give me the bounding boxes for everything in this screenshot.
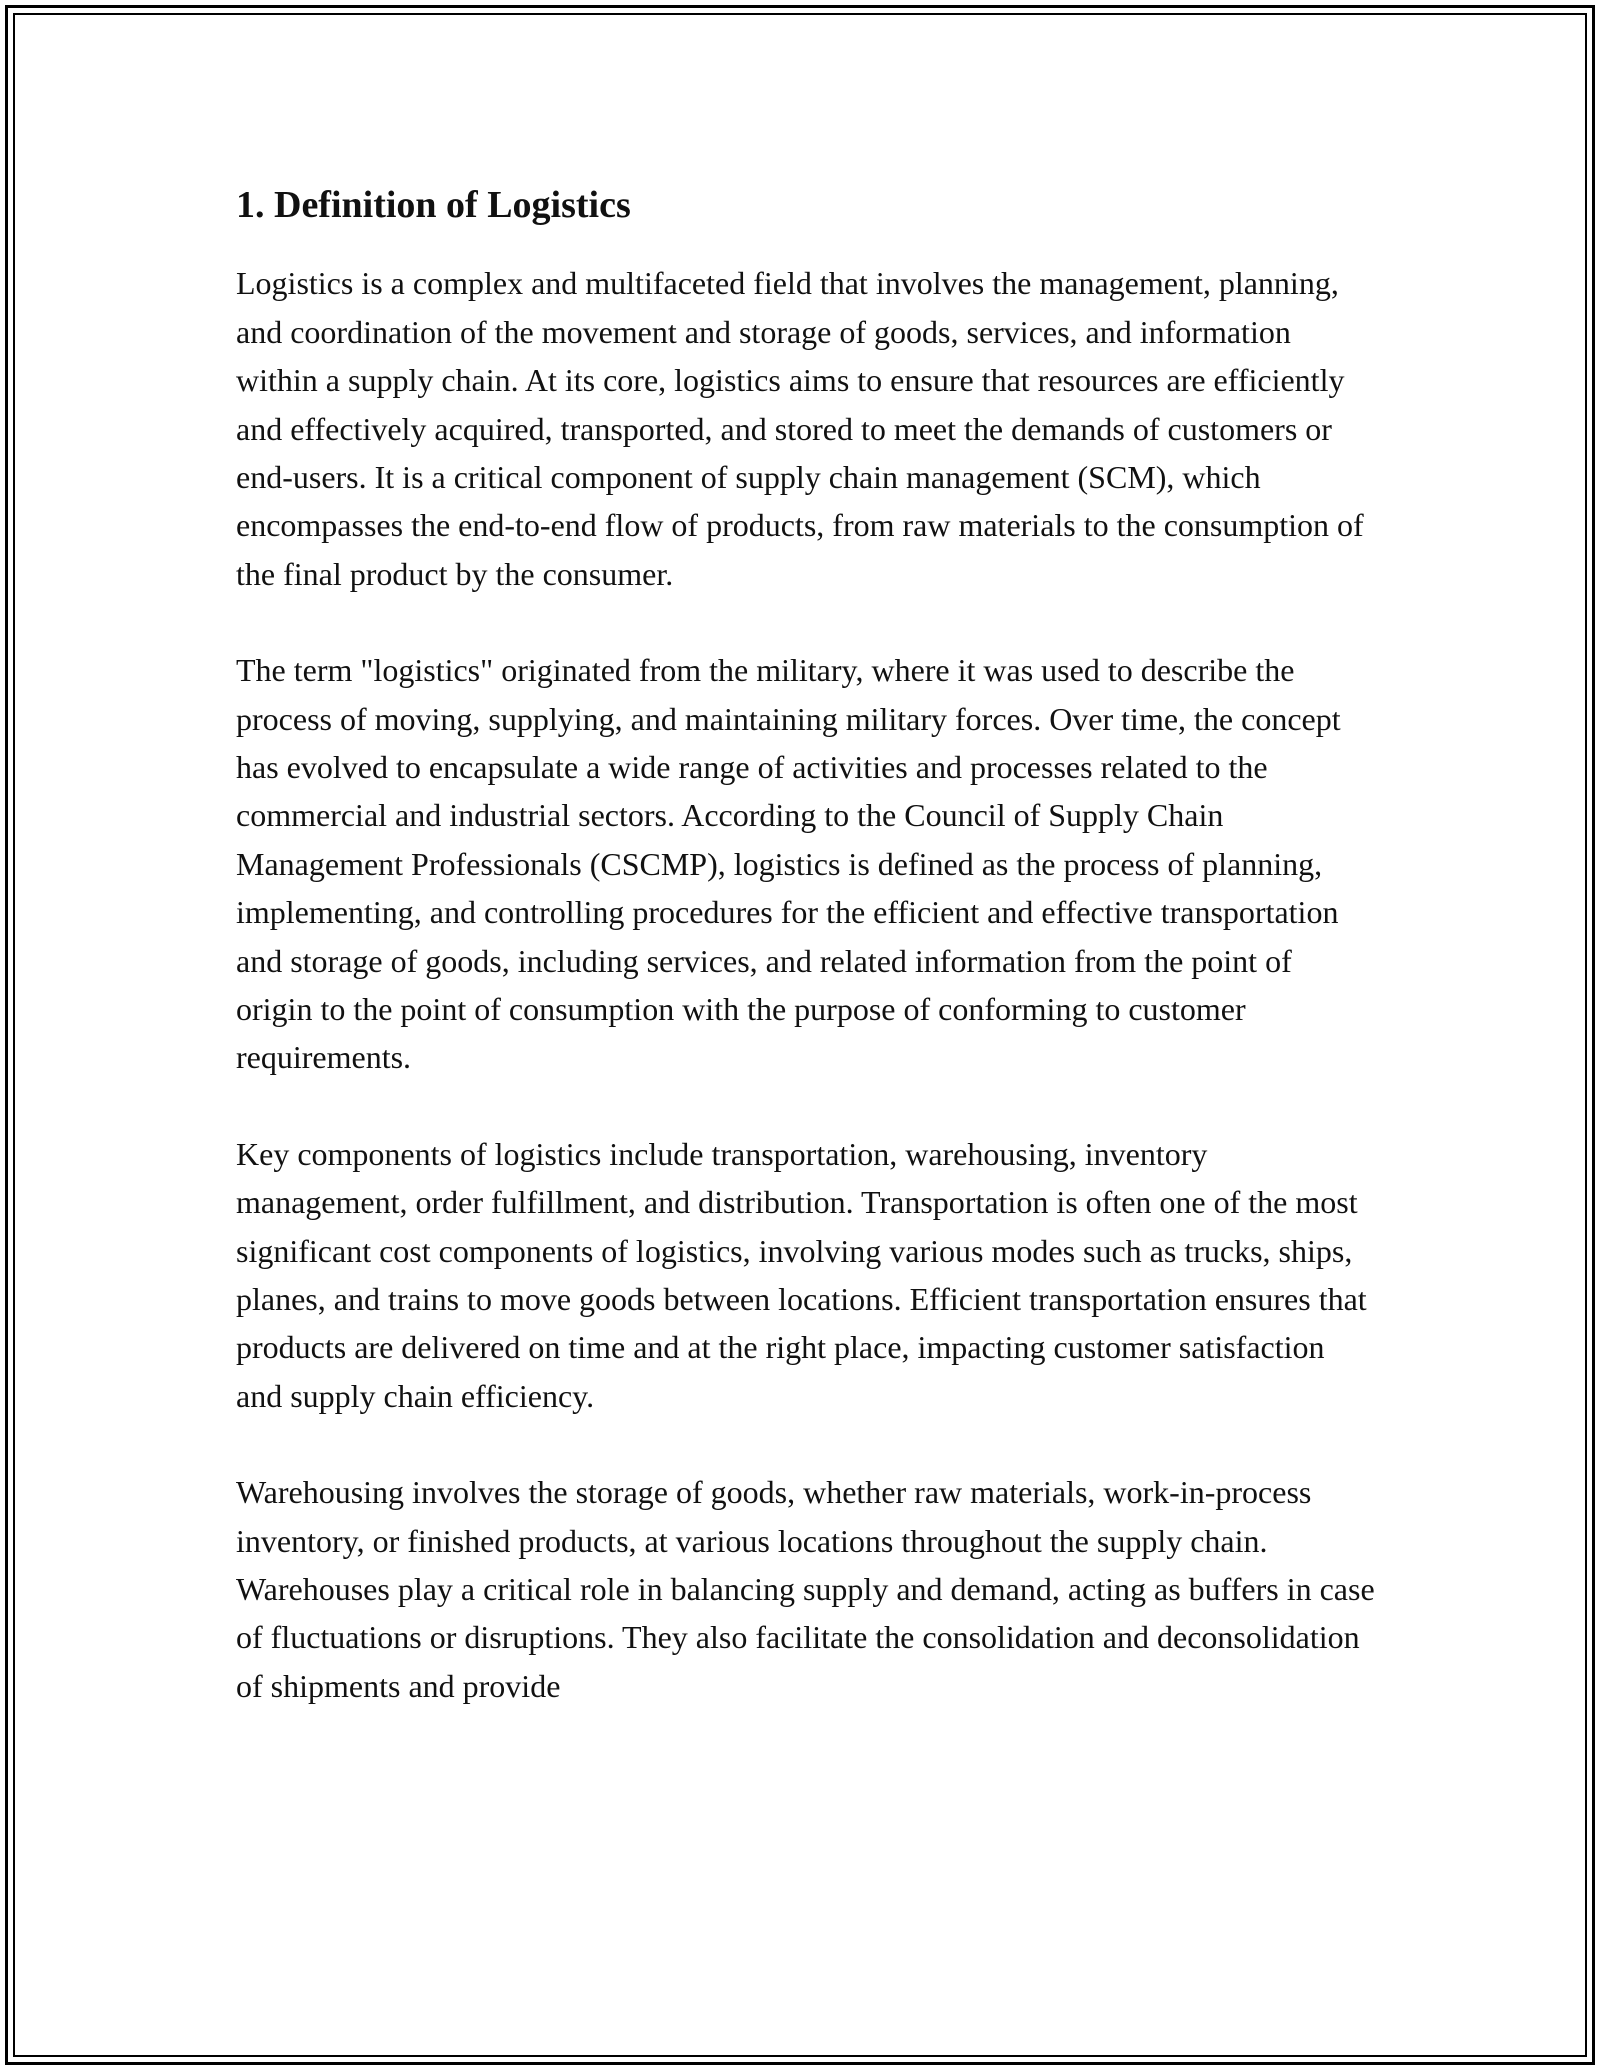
paragraph-origin: The term "logistics" originated from the military, where it was used to describe the process of moving, supplying, and maintaining military forces. Over time, the concept has evolved to encapsulate a wide range of activities and processes related to the commercial and industrial sectors. According to the Council of Supply Chain Management Professionals (CSCMP), logistics is defined as the process of planning, implementing, and controlling procedures for the efficient and effective transportation and storage of goods, including services, and related information from the point of origin to the point of consumption with the purpose of conforming to customer requirements.: [236, 652, 1341, 1076]
paragraph-key-components: Key components of logistics include transportation, warehousing, inventory management, order fulfillment, and distribution. Transportation is often one of the most significant cost components of logistics, involving various modes such as trucks, ships, planes, and trains to move goods between locations. Efficient transportation ensures that products are delivered on time and at the right place, impacting customer satisfaction and supply chain efficiency.: [236, 1135, 1367, 1414]
paragraph-definition: Logistics is a complex and multifaceted field that involves the management, planning, and coordination of the movement and storage of goods, services, and information within a supply chain. At its core, logistics aims to ensure that resources are efficiently and effectively acquired, transported, and stored to meet the demands of customers or end-users. It is a critical component of supply chain management (SCM), which encompasses the end-to-end flow of products, from raw materials to the consumption of the final product by the consumer.: [236, 265, 1364, 592]
section-heading: 1. Definition of Logistics: [236, 184, 631, 226]
paragraph-warehousing: Warehousing involves the storage of goods, whether raw materials, work-in-process inventory, or finished products, at various locations throughout the supply chain. Warehouses play a critical role in balancing supply and demand, acting as buffers in case of fluctuations or disruptions. They also facilitate the consolidation and deconsolidation of shipments and provide: [236, 1474, 1375, 1704]
document-body: [236, 180, 1376, 1758]
